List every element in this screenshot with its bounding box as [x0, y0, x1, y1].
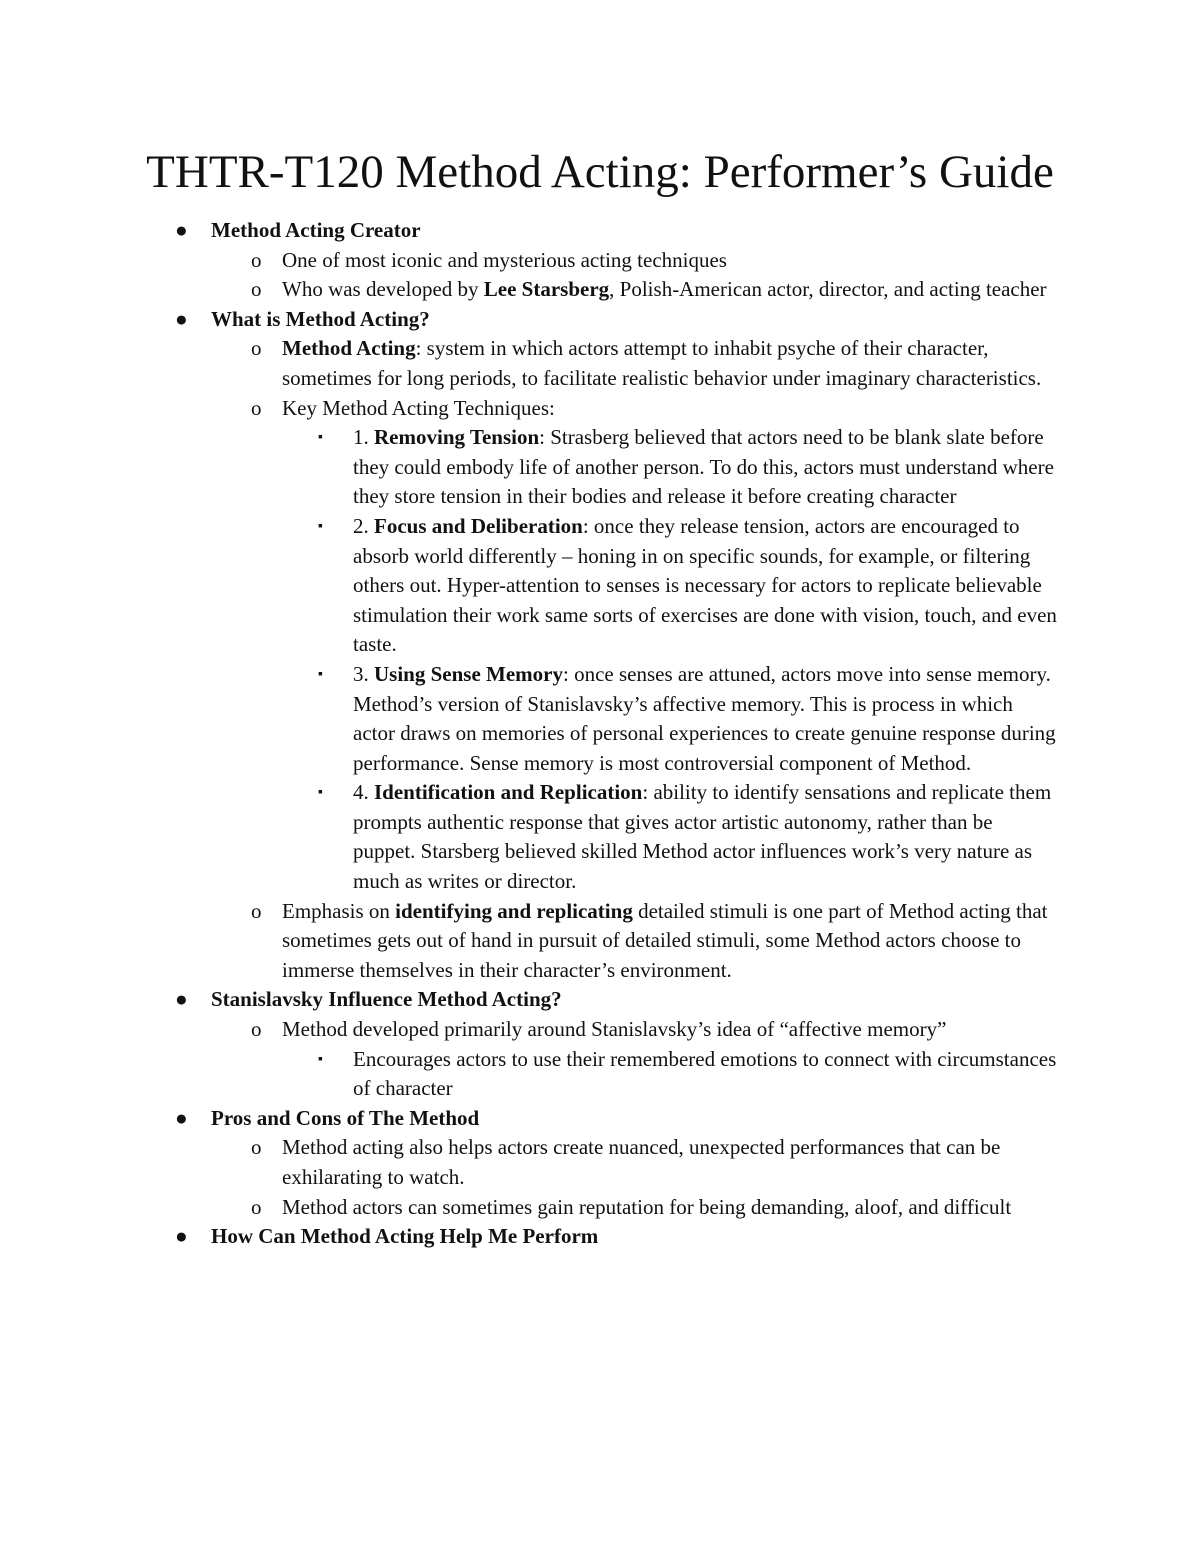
item-text: : Strasberg believed that actors need to be blank slate before they could embody life of another person. To do this, actors must understand where they store tension in their bodies and release it before creating character [353, 425, 1054, 509]
list-item [211, 394, 1057, 897]
sub-list [211, 1015, 1111, 1104]
square-bullet-icon: ▪ [318, 1051, 323, 1067]
circle-bullet-icon: o [251, 247, 262, 272]
section-heading: Pros and Cons of The Method [211, 1105, 480, 1130]
circle-bullet-icon: o [251, 395, 262, 420]
item-bold-text: Using Sense Memory [374, 661, 563, 686]
section-heading: Stanislavsky Influence Method Acting? [211, 987, 562, 1012]
item-bold-text: Removing Tension [374, 425, 540, 450]
section-what-is-method-acting [175, 305, 1111, 986]
outline-list [175, 216, 1111, 1252]
technique-list [282, 423, 1057, 897]
bullet-icon: ● [175, 987, 188, 1012]
circle-bullet-icon: o [251, 898, 262, 923]
circle-bullet-icon: o [251, 1017, 262, 1042]
item-text: Who was developed by [282, 277, 484, 302]
item-bold-text: Identification and Replication [374, 780, 643, 805]
item-text: Encourages actors to use their remembered emotions to connect with circumstances of character [353, 1046, 1057, 1101]
sub-list [211, 334, 1111, 985]
item-text: 1. [353, 425, 374, 450]
item-text: : ability to identify sensations and replicate them prompts authentic response that gives actor artistic autonomy, rather than be puppet. Starsberg believed skilled Method actor influences work’s very nature as much as writes or director. [353, 780, 1052, 894]
item-text: Key Method Acting Techniques: [282, 395, 555, 420]
technique-item [282, 778, 1058, 896]
section-method-acting-creator [175, 216, 1111, 305]
item-text: Method developed primarily around Stanislavsky’s idea of “affective memory” [282, 1017, 947, 1042]
list-item [211, 275, 1057, 305]
technique-item [282, 512, 1058, 660]
circle-bullet-icon: o [251, 1194, 262, 1219]
item-text: Method acting also helps actors create nuanced, unexpected performances that can be exhilarating to watch. [282, 1135, 1001, 1189]
item-bold-text: Method Acting [282, 336, 416, 361]
technique-item [282, 660, 1058, 778]
square-bullet-icon: ▪ [318, 666, 323, 682]
circle-bullet-icon: o [251, 1135, 262, 1160]
item-text: detailed stimuli is one part of Method acting that sometimes gets out of hand in pursuit of detailed stimuli, some Method actors choose to immerse themselves in their character’s environment. [282, 898, 1048, 982]
sub-sub-list [282, 1045, 1057, 1104]
item-text: One of most iconic and mysterious acting techniques [282, 247, 727, 272]
bullet-icon: ● [175, 218, 188, 242]
page-title: THTR-T120 Method Acting: Performer’s Guide [146, 146, 1054, 198]
list-item [282, 1045, 1058, 1104]
item-text: 2. [353, 513, 374, 538]
item-text: , Polish-American actor, director, and acting teacher [609, 277, 1047, 302]
list-item [211, 334, 1057, 393]
square-bullet-icon: ▪ [318, 430, 323, 446]
list-item [211, 897, 1057, 986]
circle-bullet-icon: o [251, 277, 262, 302]
bullet-icon: ● [175, 1105, 188, 1130]
circle-bullet-icon: o [251, 336, 262, 361]
bullet-icon: ● [175, 1224, 188, 1249]
item-text: : system in which actors attempt to inhabit psyche of their character, sometimes for long periods, to facilitate realistic behavior under imaginary characteristics. [282, 336, 1042, 390]
item-bold-text: Lee Starsberg [483, 277, 610, 302]
square-bullet-icon: ▪ [318, 785, 323, 801]
item-text: : once senses are attuned, actors move into sense memory. Method’s version of Stanislavsky’s affective memory. This is process in which actor draws on memories of personal experiences to create genuine response during performance. Sense memory is most controversial component of Method. [353, 661, 1056, 775]
list-item [211, 1133, 1057, 1192]
square-bullet-icon: ▪ [318, 518, 323, 534]
item-bold-text: Focus and Deliberation [374, 513, 583, 538]
list-item [211, 1193, 1057, 1223]
item-text: Emphasis on [282, 898, 396, 923]
list-item [211, 1015, 1057, 1104]
section-heading: What is Method Acting? [211, 306, 430, 331]
sub-list [211, 1133, 1111, 1222]
section-heading: How Can Method Acting Help Me Perform [211, 1224, 599, 1249]
section-heading: Method Acting Creator [211, 218, 421, 242]
item-bold-text: identifying and replicating [395, 898, 633, 923]
item-text: 4. [353, 780, 374, 805]
item-text: : once they release tension, actors are encouraged to absorb world differently – honing in on specific sounds, for example, or filtering others out. Hyper-attention to senses is necessary for actors to replicate believable stimulation their work same sorts of exercises are done with vision, touch, and even taste. [353, 513, 1057, 657]
sub-list [211, 246, 1111, 305]
section-pros-and-cons [175, 1104, 1111, 1222]
item-text: 3. [353, 661, 374, 686]
section-stanislavsky-influence [175, 985, 1111, 1103]
list-item [211, 246, 1057, 276]
item-text: Method actors can sometimes gain reputation for being demanding, aloof, and difficult [282, 1194, 1012, 1219]
section-how-can-method-acting-help [175, 1222, 1111, 1252]
bullet-icon: ● [175, 306, 188, 331]
technique-item [282, 423, 1058, 512]
